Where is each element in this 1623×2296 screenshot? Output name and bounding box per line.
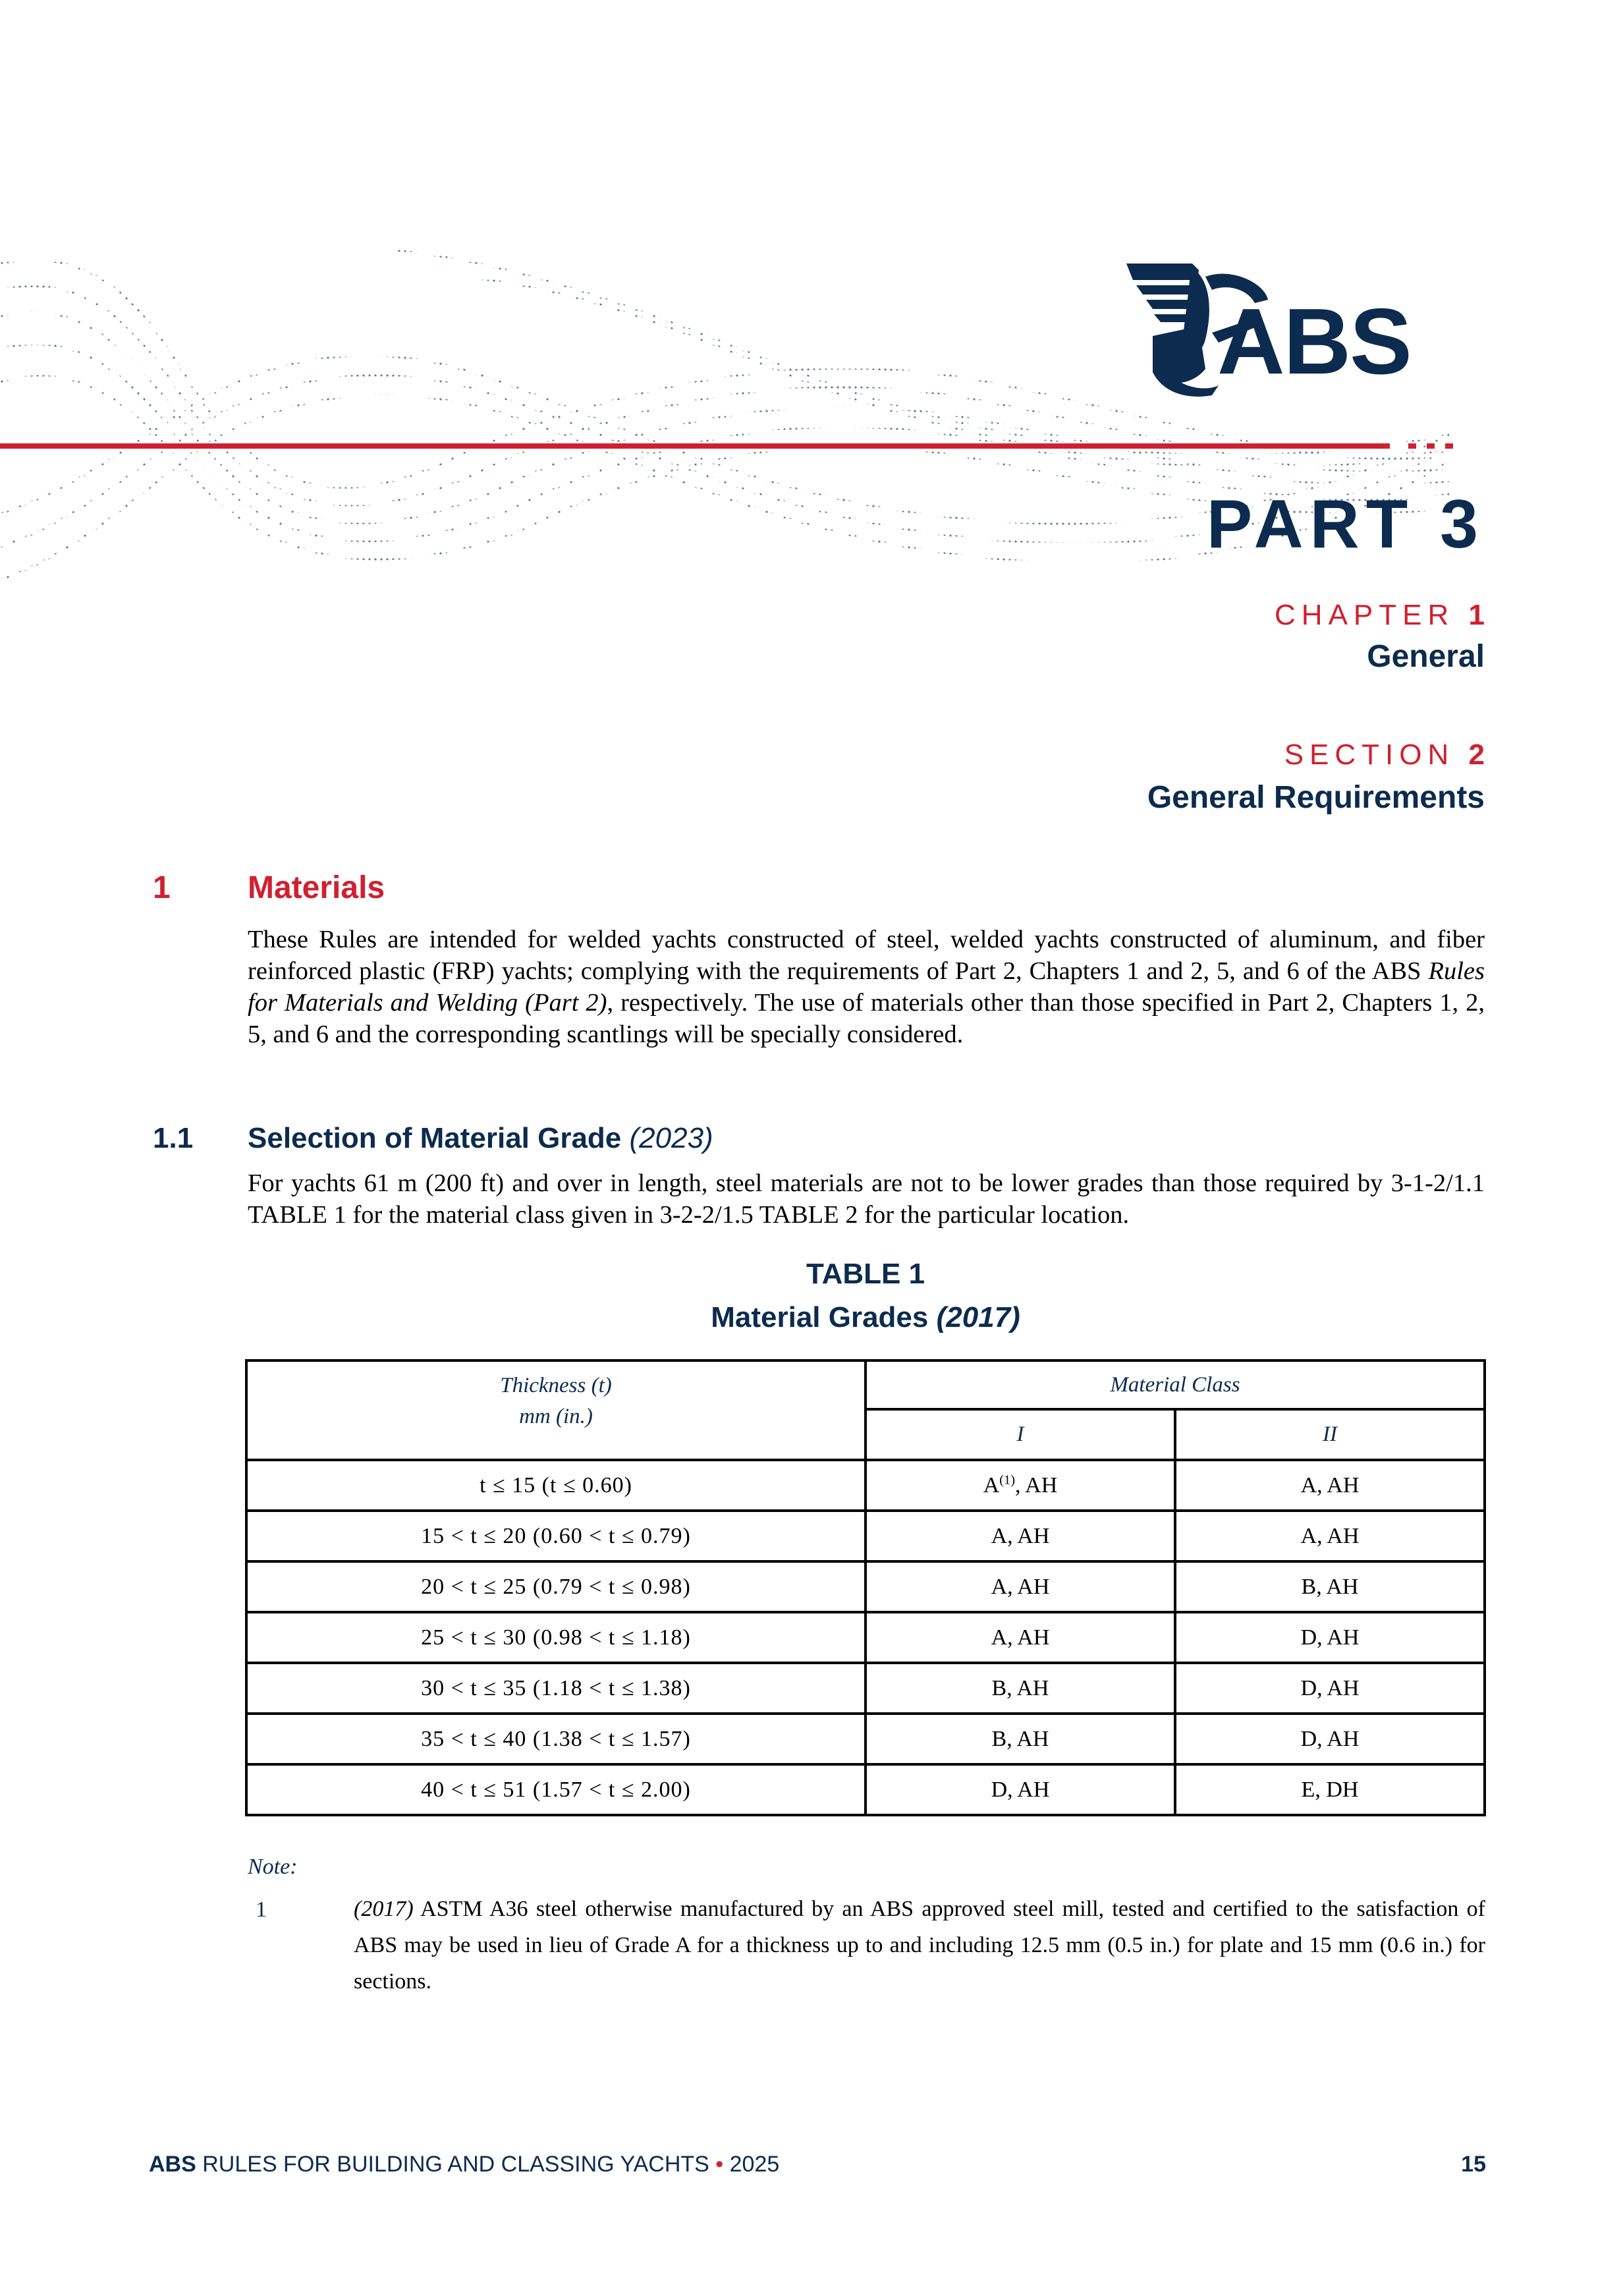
thickness-cell: 25 < t ≤ 30 (0.98 < t ≤ 1.18)	[246, 1612, 866, 1663]
heading-1-1-title	[248, 1124, 713, 1153]
referenced-rules-title: Rules for Materials and Welding (Part 2)	[248, 957, 1485, 1017]
class-ii-cell: E, DH	[1175, 1764, 1485, 1815]
table-row	[246, 1714, 1485, 1764]
red-rule-dot	[1445, 443, 1453, 449]
class-i-cell: A, AH	[866, 1612, 1175, 1663]
page-footer	[149, 2153, 1486, 2175]
chapter-title: General	[1367, 639, 1485, 674]
thickness-cell: t ≤ 15 (t ≤ 0.60)	[246, 1460, 866, 1511]
class-ii-cell: D, AH	[1175, 1714, 1485, 1764]
heading-1-1-number: 1.1	[153, 1122, 194, 1154]
header-class-i: I	[866, 1409, 1175, 1460]
chapter-word: CHAPTER	[1275, 599, 1455, 631]
footer-bullet: •	[715, 2152, 724, 2177]
header-material-class: Material Class	[866, 1360, 1485, 1409]
material-grades-table	[245, 1359, 1486, 1816]
heading-text: Selection of Material Grade	[248, 1122, 630, 1154]
header-class-ii: II	[1175, 1409, 1485, 1460]
red-rule-dot	[1408, 443, 1416, 449]
table-row	[246, 1764, 1485, 1815]
table-number: TABLE 1	[806, 1258, 925, 1290]
page-number: 15	[1461, 2152, 1486, 2177]
revision-year: (2023)	[629, 1122, 713, 1154]
class-ii-cell: A, AH	[1175, 1460, 1485, 1511]
footnote-ref: (1)	[999, 1472, 1016, 1488]
section-label	[1284, 741, 1485, 770]
class-ii-cell: A, AH	[1175, 1511, 1485, 1561]
section-title: General Requirements	[1147, 780, 1485, 815]
table-row	[246, 1460, 1485, 1511]
chapter-number: 1	[1468, 599, 1485, 631]
grade-text: , AH	[1015, 1472, 1058, 1498]
thickness-cell: 35 < t ≤ 40 (1.38 < t ≤ 1.57)	[246, 1714, 866, 1764]
class-i-cell: B, AH	[866, 1714, 1175, 1764]
note-body: ASTM A36 steel otherwise manufactured by an ABS approved steel mill, tested and certified to the satisfaction of ABS may be used in lieu of Grade A for a thickness up to and including 12.5 mm (0.5 in.) for plate and 15 mm (0.6 in.) for sections.	[354, 1897, 1485, 1994]
para-text: , respectively. The use of materials other than those specified in Part 2, Chapters 1, 2, 5, and 6 and the corresponding scantlings will be specially considered.	[248, 989, 1485, 1048]
footer-brand: ABS	[149, 2152, 196, 2177]
para-text: These Rules are intended for welded yachts constructed of steel, welded yachts constructed of aluminum, and fiber reinforced plastic (FRP) yachts; complying with the requirements of Part 2, Chapters 1 and 2, 5, and 6 of the ABS	[248, 926, 1485, 985]
material-grade-paragraph: For yachts 61 m (200 ft) and over in length, steel materials are not to be lower grades than those required by 3-1-2/1.1 TABLE 1 for the material class given in 3-2-2/1.5 TABLE 2 for the particular location.	[248, 1169, 1485, 1229]
class-ii-cell: B, AH	[1175, 1561, 1485, 1612]
header-thickness-line2: mm (in.)	[519, 1405, 593, 1428]
table-revision-year: (2017)	[936, 1301, 1020, 1333]
materials-paragraph	[248, 924, 1485, 1050]
class-i-cell	[866, 1460, 1175, 1511]
note-label: Note:	[248, 1855, 298, 1879]
class-i-cell: D, AH	[866, 1764, 1175, 1815]
header-thickness-line1: Thickness (t)	[500, 1374, 612, 1397]
abs-wordmark: ABS	[1217, 289, 1411, 394]
section-word: SECTION	[1284, 739, 1455, 771]
class-i-cell: A, AH	[866, 1561, 1175, 1612]
table-row	[246, 1511, 1485, 1561]
thickness-cell: 15 < t ≤ 20 (0.60 < t ≤ 0.79)	[246, 1511, 866, 1561]
part-title: PART 3	[1206, 486, 1485, 563]
note-number: 1	[256, 1897, 267, 1922]
note-text	[354, 1891, 1485, 2000]
thickness-cell: 20 < t ≤ 25 (0.79 < t ≤ 0.98)	[246, 1561, 866, 1612]
class-ii-cell: D, AH	[1175, 1612, 1485, 1663]
grade-text: A	[983, 1472, 1000, 1498]
class-i-cell: B, AH	[866, 1663, 1175, 1714]
class-i-cell: A, AH	[866, 1511, 1175, 1561]
section-number: 2	[1468, 739, 1485, 771]
table-title-text: Material Grades	[711, 1301, 937, 1333]
thickness-cell: 30 < t ≤ 35 (1.18 < t ≤ 1.38)	[246, 1663, 866, 1714]
table-row	[246, 1612, 1485, 1663]
class-ii-cell: D, AH	[1175, 1663, 1485, 1714]
chapter-label	[1275, 601, 1485, 630]
note-revision-year: (2017)	[354, 1897, 414, 1921]
header-thickness	[246, 1360, 866, 1460]
table-row	[246, 1561, 1485, 1612]
footer-year: 2025	[723, 2152, 780, 2177]
thickness-cell: 40 < t ≤ 51 (1.57 < t ≤ 2.00)	[246, 1764, 866, 1815]
table-row	[246, 1663, 1485, 1714]
header-red-rule	[0, 443, 1390, 449]
table-title	[245, 1303, 1486, 1332]
footer-title: RULES FOR BUILDING AND CLASSING YACHTS	[196, 2152, 716, 2177]
heading-1-title: Materials	[248, 870, 385, 905]
heading-1-number: 1	[153, 870, 171, 905]
red-rule-dot	[1427, 443, 1435, 449]
